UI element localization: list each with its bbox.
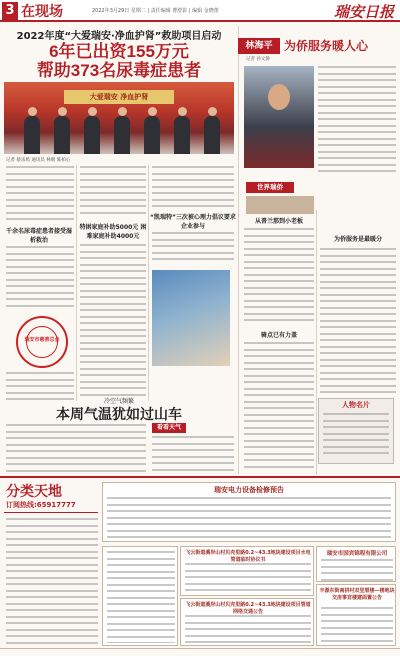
page-header <box>0 0 400 22</box>
column-divider <box>238 26 239 474</box>
photo-person <box>204 116 220 154</box>
ad-box-title: 飞云街道溪岸山村贝壳里路0.2~43.3地块建设项目水电管道临时协议书 <box>185 550 311 563</box>
article-body-text <box>152 232 234 266</box>
lead-topline: 2022年度“大爱瑞安·净血护肾”救助项目启动 <box>16 31 222 42</box>
ads-divider <box>0 476 400 478</box>
ad-box-text <box>185 563 311 595</box>
photo-person-head <box>28 107 37 116</box>
article-body-text <box>152 166 234 208</box>
left-subhead-1: 千余名尿毒症患者接受湿析救治 <box>5 228 72 244</box>
footer-rule <box>0 648 400 649</box>
article-body-text <box>6 166 74 224</box>
portrait-face <box>268 84 290 110</box>
right-subhead-1: 从普兰那到小老板 <box>254 218 303 225</box>
ad-box-text <box>185 615 311 645</box>
photo-person-head <box>208 107 217 116</box>
column-divider <box>76 165 77 401</box>
right-subhead-3: 骑点已有力盖 <box>260 332 297 339</box>
ad-box-title: 瑞安电力设备检修预告 <box>214 486 284 494</box>
photo-person <box>54 116 70 154</box>
article-body-text <box>80 166 146 218</box>
weather-label: 看看天气 <box>152 423 186 433</box>
ads-underline <box>4 512 98 513</box>
ad-box-title: 瑞安市国宾锦程有限公司 <box>326 551 388 557</box>
photo-person-head <box>148 107 157 116</box>
weather-headline: 本周气温犹如过山车 <box>56 407 182 423</box>
masthead-logo: 瑞安日报 <box>333 3 394 21</box>
left-subhead-2: 特困家庭补助5000元 困难家庭补助4000元 <box>79 224 147 240</box>
ad-power-maintenance <box>102 482 396 542</box>
ad-box-text <box>107 551 175 643</box>
article-body-text <box>6 424 146 474</box>
ads-title: 分类天地 <box>6 484 62 500</box>
world-section-tag: 世界瑞侨 <box>246 182 294 193</box>
article-body-text <box>80 244 146 400</box>
photo-person <box>144 116 160 154</box>
weather-photo <box>152 270 230 366</box>
photo-person-head <box>58 107 67 116</box>
profile-portrait-photo <box>244 66 314 168</box>
lead-photo <box>4 82 234 154</box>
profile-photo-2 <box>246 196 314 214</box>
column-divider <box>148 165 149 401</box>
profile-byline: 记者 孙文静 <box>246 57 270 62</box>
profile-card-title: 人物名片 <box>342 401 370 409</box>
article-body-text <box>318 66 396 174</box>
ad-listing-text <box>6 518 98 644</box>
ad-box-title: 飞云街道溪岸山村贝壳里路0.2~43.3地块建设项目管道网络交通公告 <box>185 602 311 615</box>
charity-seal <box>16 316 68 368</box>
ad-box-text <box>321 607 393 645</box>
ad-traffic-notice <box>180 598 314 646</box>
article-body-text <box>152 436 234 474</box>
header-meta: 2022年3月29日 星期二 | 责任编辑 曹舒影 | 编辑 金晓蕾 <box>92 8 219 14</box>
article-body-text <box>320 248 396 394</box>
seal-text: 瑞安市慈善总会 <box>24 337 60 343</box>
right-subhead-2: 为侨服务是最暖分 <box>333 236 382 243</box>
profile-card-text <box>323 413 389 459</box>
profile-name-tag: 林海平 <box>238 38 280 54</box>
article-body-text <box>6 246 74 310</box>
lead-headline <box>4 42 234 80</box>
section-name: 在现场 <box>21 4 63 20</box>
middle-subhead-1: “凯瑞特”三次被心理力倡议要求企业参与 <box>150 214 236 230</box>
section-number: 3 <box>2 2 18 20</box>
photo-person <box>24 116 40 154</box>
profile-headline: 为侨服务暖人心 <box>284 39 369 53</box>
article-body-text <box>244 342 314 472</box>
photo-person <box>84 116 100 154</box>
ad-classified-list <box>102 546 178 646</box>
ad-box-text <box>321 559 393 581</box>
ad-box-title: 丰源东街南拼村双堂厝楼—楼地块交房事宜楼建面置公告 <box>319 588 395 601</box>
ads-hotline: 订阅热线:65917777 <box>6 501 76 509</box>
photo-person-head <box>118 107 127 116</box>
article-body-text <box>244 228 314 326</box>
lead-photo-caption: 记者 蔡乐鸠 通讯员 林朝 陈柏心 <box>6 158 71 163</box>
weather-tag: 冷空气频繁 <box>103 398 134 405</box>
photo-person-head <box>88 107 97 116</box>
photo-person-head <box>178 107 187 116</box>
ad-construction-notice <box>180 546 314 596</box>
lead-headline-line1: 6年已出资155万元 <box>49 42 189 61</box>
ad-box-text <box>107 497 391 541</box>
lead-headline-line2: 帮助373名尿毒症患者 <box>36 61 202 80</box>
photo-person <box>174 116 190 154</box>
column-divider <box>316 210 317 474</box>
ad-company <box>316 546 396 582</box>
photo-person <box>114 116 130 154</box>
lead-photo-banner: 大爱瑞安 净血护肾 <box>64 90 174 104</box>
ad-housing-notice <box>316 584 396 646</box>
